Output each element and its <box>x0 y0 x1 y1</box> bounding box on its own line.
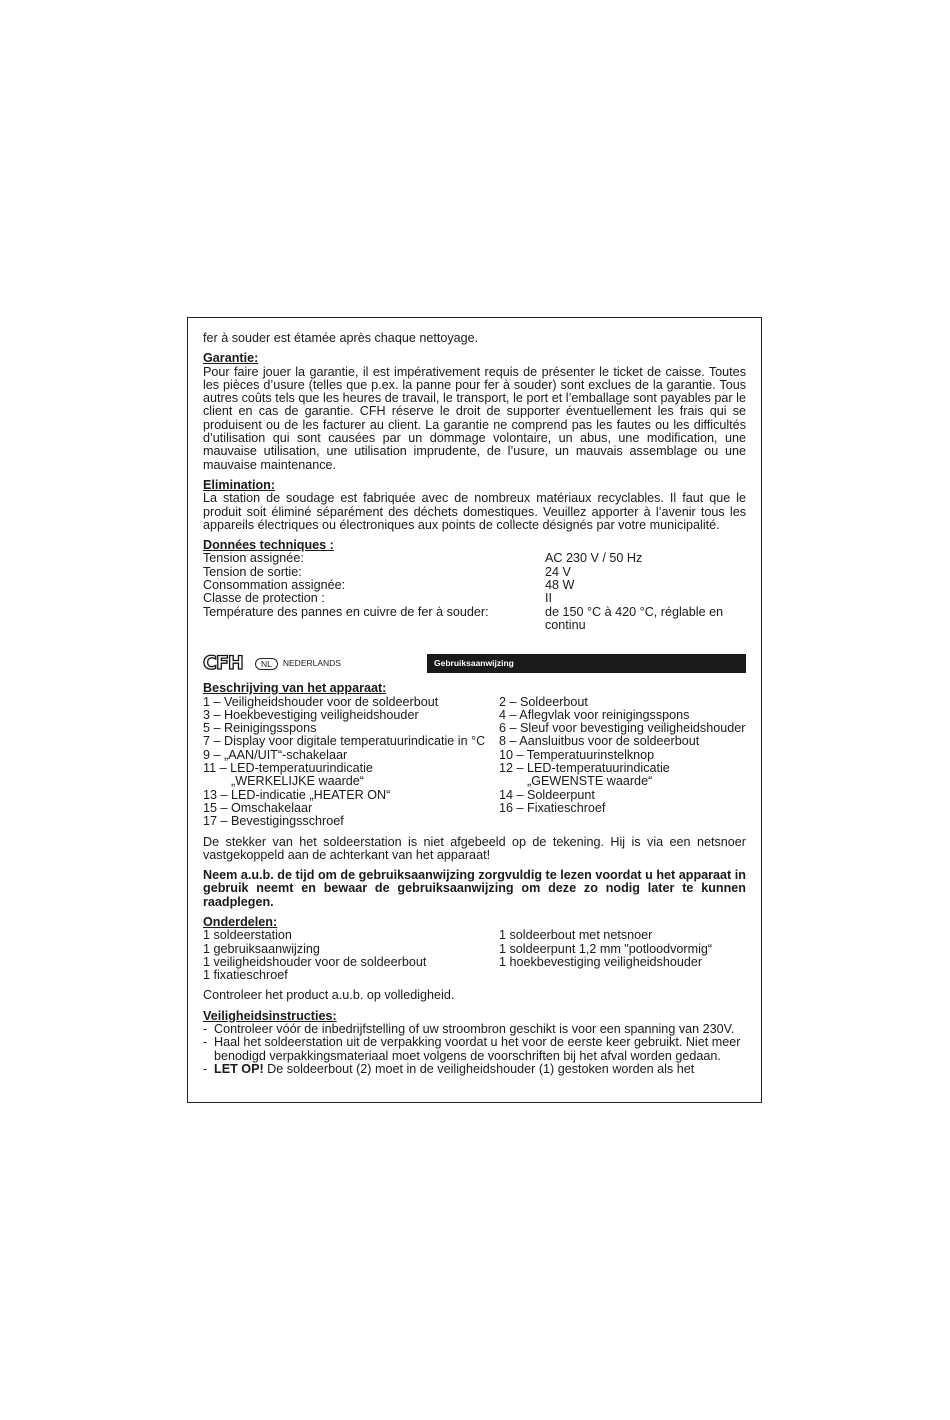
beschrijving-heading: Beschrijving van het apparaat: <box>203 681 387 696</box>
spec-value: 24 V <box>545 564 571 579</box>
part-left: 1 gebruiksaanwijzing <box>203 941 320 956</box>
onderdelen-heading: Onderdelen: <box>203 914 278 929</box>
description-left: 1 – Veiligheidshouder voor de soldeerbout <box>203 694 439 709</box>
spec-label: Classe de protection : <box>203 591 325 606</box>
safety-list <box>203 1023 746 1076</box>
list-item <box>203 969 746 982</box>
list-item <box>203 815 746 828</box>
description-left: „WERKELIJKE waarde“ <box>231 774 364 789</box>
section-title: Gebruiksaanwijzing <box>434 658 514 669</box>
list-item <box>203 762 746 775</box>
list-item <box>203 789 746 802</box>
list-item <box>203 802 746 815</box>
description-left: 13 – LED-indicatie „HEATER ON“ <box>203 787 391 802</box>
spec-value: de 150 °C à 420 °C, réglable en continu <box>545 604 724 632</box>
section-title-bar <box>427 654 746 673</box>
controleer-text: Controleer het product a.u.b. op volledigheid. <box>203 988 455 1003</box>
parts-list <box>203 929 746 982</box>
elimination-heading: Elimination: <box>203 477 276 492</box>
description-left: 11 – LED-temperatuurindicatie <box>203 761 373 776</box>
intro-text: fer à souder est étamée après chaque nettoyage. <box>203 331 479 345</box>
list-item <box>203 1036 746 1063</box>
list-item <box>203 709 746 722</box>
part-right: 1 soldeerpunt 1,2 mm "potloodvormig“ <box>499 941 713 956</box>
spec-value: 48 W <box>545 578 575 593</box>
description-right: 8 – Aansluitbus voor de soldeerbout <box>499 734 700 749</box>
part-right: 1 hoekbevestiging veiligheidshouder <box>499 954 703 969</box>
part-left: 1 veiligheidshouder voor de soldeerbout <box>203 954 427 969</box>
list-item <box>203 929 746 942</box>
description-left: 7 – Display voor digitale temperatuurindicatie in °C <box>203 734 486 749</box>
spec-row <box>203 579 746 592</box>
specs-table <box>203 552 746 632</box>
description-left: 17 – Bevestigingsschroef <box>203 814 344 829</box>
spec-row <box>203 606 746 633</box>
safety-item-text: De soldeerbout (2) moet in de veiligheidshouder (1) gestoken worden als het <box>263 1061 695 1076</box>
list-item <box>203 722 746 735</box>
description-left: 15 – Omschakelaar <box>203 800 313 815</box>
description-right <box>499 815 746 828</box>
spec-row <box>203 566 746 579</box>
donnees-heading: Données techniques : <box>203 538 334 553</box>
spec-value: AC 230 V / 50 Hz <box>545 551 643 566</box>
spec-label: Consommation assignée: <box>203 578 346 593</box>
description-right: 12 – LED-temperatuurindicatie <box>499 761 670 776</box>
notice-text: Neem a.u.b. de tijd om de gebruiksaanwijzing zorgvuldig te lezen voordat u het apparaat in gebruik neemt en bewaar de gebruiksaanwijzing om deze zo nodig later te kunnen raadplegen. <box>203 868 746 909</box>
garantie-heading: Garantie: <box>203 351 259 366</box>
description-right: 2 – Soldeerbout <box>499 694 588 709</box>
description-right: 10 – Temperatuurinstelknop <box>499 747 655 762</box>
part-left: 1 soldeerstation <box>203 928 292 943</box>
list-item <box>203 735 746 748</box>
page-content <box>203 332 746 1076</box>
language-code-badge: NL <box>255 658 278 670</box>
spec-label: Température des pannes en cuivre de fer à souder: <box>203 604 489 619</box>
description-right: 4 – Aflegvlak voor reinigingsspons <box>499 707 690 722</box>
description-right: 16 – Fixatieschroef <box>499 800 606 815</box>
language-name: NEDERLANDS <box>282 658 341 669</box>
list-item <box>203 696 746 709</box>
page-frame <box>187 317 762 1103</box>
description-right: 6 – Sleuf voor bevestiging veiligheidshouder <box>499 721 746 736</box>
list-item <box>203 749 746 762</box>
cfh-logo: CFH <box>203 652 243 675</box>
description-left: 3 – Hoekbevestiging veiligheidshouder <box>203 707 419 722</box>
list-item <box>203 943 746 956</box>
spec-label: Tension assignée: <box>203 551 304 566</box>
part-right: 1 soldeerbout met netsnoer <box>499 928 653 943</box>
veiligheid-heading: Veiligheidsinstructies: <box>203 1008 337 1023</box>
part-left: 1 fixatieschroef <box>203 968 288 983</box>
elimination-text: La station de soudage est fabriquée avec de nombreux matériaux recyclables. Il faut que le produit soit éliminé séparément des déchets domestiques. Veuillez apporter à l’avenir tous les appareils électriques ou électroniques aux points de collecte désignés par votre municipalité. <box>203 491 746 532</box>
safety-item-text: Haal het soldeerstation uit de verpakking voordat u het voor de eerste keer gebruikt. Niet meer benodigd verpakkingsmateriaal moet volgens de voorschriften bij het afval worden gedaan. <box>214 1035 741 1063</box>
description-right: „GEWENSTE waarde“ <box>527 774 653 789</box>
safety-warning-label: LET OP! <box>214 1061 264 1076</box>
list-item <box>203 1063 746 1076</box>
spec-value: II <box>545 591 552 606</box>
part-right <box>499 969 746 982</box>
parts-description-list <box>203 696 746 829</box>
description-left: 9 – „AAN/UIT“-schakelaar <box>203 747 348 762</box>
safety-item-text: Controleer vóór de inbedrijfstelling of uw stroombron geschikt is voor een spanning van 230V. <box>214 1022 735 1037</box>
list-item <box>203 775 746 788</box>
description-left: 5 – Reinigingsspons <box>203 721 317 736</box>
list-item <box>203 956 746 969</box>
spec-label: Tension de sortie: <box>203 564 302 579</box>
list-item <box>203 1023 746 1036</box>
garantie-text: Pour faire jouer la garantie, il est impérativement requis de présenter le ticket de caisse. Toutes les pièces d’usure (telles que p.ex. la panne pour fer à souder) sont exclues de la garantie. Tous autres coûts tels que les heures de travail, le transport, le port et l’emballage sont payables par le client en cas de garantie. CFH réserve le droit de supporter éventuellement les frais qui se produisent ou de les facturer au client. La garantie ne comprend pas les fautes ou les difficultés d’utilisation qui sont causées par un dommage volontaire, un abus, une modification, une mauvaise utilisation, une utilisation imprudente, de l’usure, un mauvais assemblage ou une mauvaise maintenance. <box>203 364 746 472</box>
spec-row <box>203 592 746 605</box>
stekker-text: De stekker van het soldeerstation is niet afgebeeld op de tekening. Hij is via een netsnoer vastgekoppeld aan de achterkant van het apparaat! <box>203 834 746 862</box>
language-banner <box>203 654 746 673</box>
spec-row <box>203 552 746 565</box>
description-right: 14 – Soldeerpunt <box>499 787 595 802</box>
